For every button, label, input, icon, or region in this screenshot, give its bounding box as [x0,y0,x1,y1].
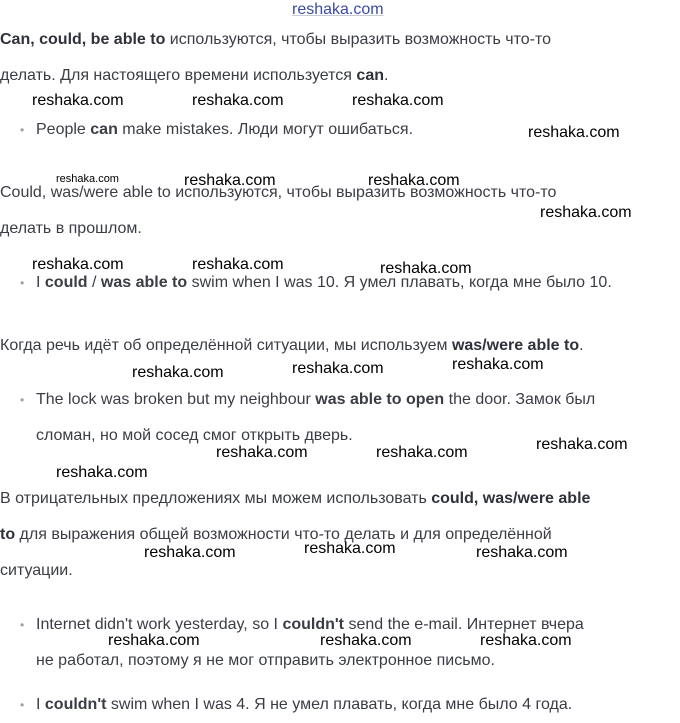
watermark: reshaka.com [380,260,472,277]
watermark: reshaka.com [192,92,284,109]
watermark: reshaka.com [32,92,124,109]
paragraph-4-line-2: to для выражения общей возможности что-то делать и для определённой [0,526,552,543]
watermark: reshaka.com [56,464,148,481]
bold-term: couldn't [282,616,345,633]
paragraph-3: Когда речь идёт об определённой ситуации, мы используем was/were able to. [0,337,584,354]
paragraph-1-line-1 [0,32,551,48]
bullet-icon: • [20,393,25,407]
list-item-text: The lock was broken but my neighbour was able to open the door. Замок был [36,391,596,408]
text: . [384,67,389,84]
paragraph-1-line-2 [0,68,388,84]
bold-term: couldn't [44,696,107,713]
list-item-continuation: сломан, но мой сосед смог открыть дверь. [36,427,353,444]
list-item-text: People can make mistakes. Люди могут ошибаться. [36,121,414,138]
bullet-icon: • [20,698,25,712]
watermark: reshaka.com [132,364,224,381]
bold-term: was/were able to [451,337,580,354]
bold-term: was able to [100,274,188,291]
bullet-icon: • [20,618,25,632]
watermark: reshaka.com [108,632,200,649]
bold-term: could [44,274,88,291]
bold-term: to [0,526,16,543]
watermark: reshaka.com [216,444,308,461]
watermark: reshaka.com [540,204,632,221]
watermark: reshaka.com [32,256,124,273]
paragraph-2-line-2: делать в прошлом. [0,220,142,237]
watermark: reshaka.com [452,356,544,373]
watermark: reshaka.com [56,173,119,185]
watermark: reshaka.com [352,92,444,109]
bold-term: was able to open [315,391,445,408]
text: используются, чтобы выразить возможность что-то [165,31,552,48]
paragraph-4-line-3: ситуации. [0,562,73,579]
text: делать. Для настоящего времени используется [0,67,357,84]
bullet-icon: • [20,276,25,290]
watermark: reshaka.com [368,172,460,189]
bold-term: could, was/were able [431,490,591,507]
bold-term: can [90,121,118,138]
watermark: reshaka.com [304,540,396,557]
watermark: reshaka.com [480,632,572,649]
paragraph-2-line-1: Could, was/were able to используются, чтобы выразить возможность что-то [0,184,557,201]
list-item-text: I couldn't swim when I was 4. Я не умел плавать, когда мне было 4 года. [36,696,573,713]
watermark: reshaka.com [476,544,568,561]
top-watermark-link[interactable]: reshaka.com [292,1,384,18]
watermark: reshaka.com [536,436,628,453]
watermark: reshaka.com [320,632,412,649]
watermark: reshaka.com [292,360,384,377]
list-item-text: Internet didn't work yesterday, so I couldn't send the e-mail. Интернет вчера [36,616,584,633]
watermark: reshaka.com [528,124,620,141]
watermark: reshaka.com [144,544,236,561]
list-item-continuation: не работал, поэтому я не мог отправить электронное письмо. [36,652,495,669]
bullet-icon: • [20,123,25,137]
watermark: reshaka.com [192,256,284,273]
list-item-text: I could / was able to swim when I was 10. Я умел плавать, когда мне было 10. [36,274,612,291]
bold-term: can [356,67,384,84]
paragraph-4-line-1: В отрицательных предложениях мы можем использовать could, was/were able [0,490,591,507]
watermark: reshaka.com [184,172,276,189]
watermark: reshaka.com [376,444,468,461]
bold-term: Can, could, be able to [0,31,166,48]
